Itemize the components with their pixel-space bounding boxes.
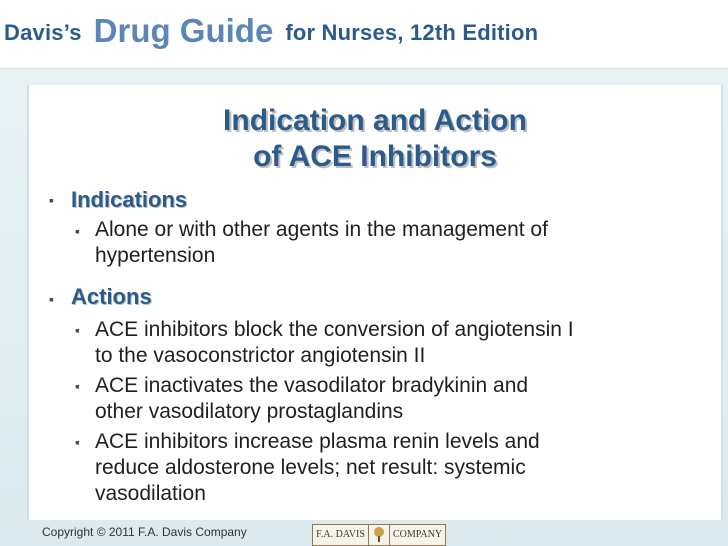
content-panel xyxy=(27,85,723,520)
header-brand: Drug Guide xyxy=(93,12,274,49)
logo-right-text: COMPANY xyxy=(389,525,445,545)
sub-bullet-icon: ▪ xyxy=(75,322,80,338)
section-heading-indications: Indications xyxy=(71,187,188,212)
tree-icon xyxy=(369,525,389,545)
list-item: ACE inhibitors block the conversion of angiotensin I to the vasoconstrictor angiotensin II xyxy=(95,318,574,367)
title-line-1: Indication and Action xyxy=(223,104,527,137)
slide-title xyxy=(29,103,721,175)
title-line-2: of ACE Inhibitors xyxy=(253,140,497,173)
sub-bullet-icon: ▪ xyxy=(75,378,80,394)
header-title xyxy=(4,10,538,48)
section-heading-actions: Actions xyxy=(71,284,152,309)
bullet-icon: ▪ xyxy=(49,192,54,208)
header-prefix: Davis’s xyxy=(4,20,82,45)
sub-bullet-icon: ▪ xyxy=(75,434,80,450)
header-bar xyxy=(0,0,728,69)
list-item: ACE inhibitors increase plasma renin levels and reduce aldosterone levels; net result: systemic vasodilation xyxy=(95,430,540,505)
list-item: ACE inactivates the vasodilator bradykinin and other vasodilatory prostaglandins xyxy=(95,374,529,423)
bullet-icon: ▪ xyxy=(49,291,54,307)
list-item: Alone or with other agents in the management of hypertension xyxy=(95,218,548,267)
logo-left-text: F.A. DAVIS xyxy=(313,525,369,545)
copyright-text: Copyright © 2011 F.A. Davis Company xyxy=(42,525,247,539)
publisher-logo xyxy=(312,524,446,546)
header-suffix: for Nurses, 12th Edition xyxy=(285,20,539,45)
sub-bullet-icon: ▪ xyxy=(75,223,80,239)
